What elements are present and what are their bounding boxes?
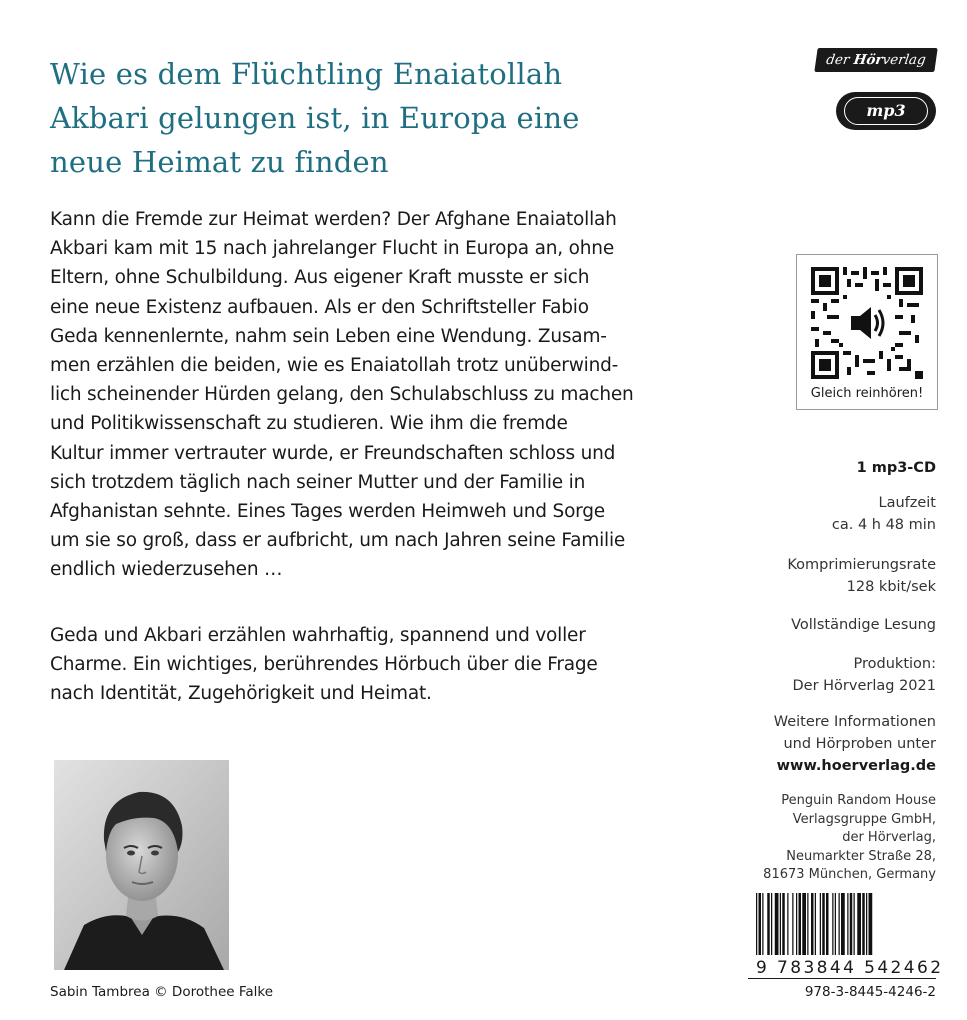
barcode-bar bbox=[782, 893, 785, 955]
address-line: Verlagsgruppe GmbH, bbox=[792, 811, 936, 827]
barcode-bar bbox=[775, 893, 779, 955]
text-line: nach Identität, Zugehörigkeit und Heimat. bbox=[50, 683, 432, 705]
barcode-bar bbox=[799, 893, 802, 955]
text-line: Geda kennenlernte, nahm sein Leben eine Wendung. Zusam- bbox=[50, 325, 607, 347]
barcode-bar bbox=[822, 893, 825, 955]
bitrate-value: 128 kbit/sek bbox=[846, 579, 936, 595]
qr-code[interactable] bbox=[811, 267, 923, 379]
runtime-info bbox=[832, 492, 936, 536]
headline-line: neue Heimat zu finden bbox=[50, 145, 389, 179]
mp3-logo-ring bbox=[844, 97, 928, 125]
barcode-bar bbox=[866, 893, 867, 955]
text-line: Kann die Fremde zur Heimat werden? Der Afghane Enaiatollah bbox=[50, 209, 617, 230]
barcode-bar bbox=[796, 893, 797, 955]
more-info-line: und Hörproben unter bbox=[783, 736, 936, 752]
edition-label: Vollständige Lesung bbox=[791, 617, 936, 633]
barcode-bar bbox=[811, 893, 814, 955]
barcode-bar bbox=[850, 893, 853, 955]
barcode-bar bbox=[869, 893, 873, 955]
barcode-bar bbox=[759, 893, 762, 955]
barcode-bar bbox=[767, 893, 770, 955]
text-line: Afghanistan sehnte. Eines Tages werden Heimweh und Sorge bbox=[50, 501, 605, 523]
publisher-logo bbox=[814, 48, 937, 72]
barcode-digits: 9 783844 542462 bbox=[756, 958, 944, 978]
barcode-bar bbox=[862, 893, 865, 955]
text-line: sich trotzdem täglich nach seiner Mutter und der Familie in bbox=[50, 471, 586, 493]
mp3-logo bbox=[836, 92, 936, 130]
isbn-number: 978-3-8445-4246-2 bbox=[804, 984, 936, 1000]
address-line: Penguin Random House bbox=[781, 793, 936, 808]
more-info-line: Weitere Informationen bbox=[773, 714, 936, 730]
description-paragraph bbox=[50, 205, 710, 585]
text-line: endlich wiederzusehen … bbox=[50, 559, 283, 581]
photo-caption: Sabin Tambrea © Dorothee Falke bbox=[50, 984, 274, 1000]
format-info bbox=[857, 457, 936, 479]
barcode-bar bbox=[841, 893, 845, 955]
bitrate-label: Komprimierungsrate bbox=[787, 557, 936, 573]
edition-info bbox=[791, 614, 936, 636]
bitrate-info bbox=[787, 554, 936, 598]
text-line: um sie so groß, dass er aufbricht, um nach Jahren seine Familie bbox=[50, 530, 626, 552]
runtime-value: ca. 4 h 48 min bbox=[831, 517, 936, 533]
barcode-bar bbox=[762, 893, 763, 955]
address-line: der Hörverlag, bbox=[842, 830, 936, 845]
production-value: Der Hörverlag 2021 bbox=[792, 678, 936, 694]
barcode-bar bbox=[826, 893, 829, 955]
portrait-illustration bbox=[54, 760, 229, 970]
narrator-photo bbox=[54, 760, 229, 970]
barcode-bar bbox=[820, 893, 821, 955]
text-line: Eltern, ohne Schulbildung. Aus eigener Kraft musste er sich bbox=[50, 267, 590, 289]
text-line: eine neue Existenz aufbauen. Als er den Schriftsteller Fabio bbox=[50, 296, 589, 318]
production-info bbox=[793, 653, 937, 697]
logo-bold: Hör bbox=[852, 52, 884, 68]
text-line: lich scheinender Hürden gelang, den Schulabschluss zu machen bbox=[50, 384, 634, 406]
website-link[interactable]: www.hoerverlag.de bbox=[776, 758, 936, 774]
text-line: Charme. Ein wichtiges, berührendes Hörbuch über die Frage bbox=[50, 654, 598, 676]
barcode-bar bbox=[787, 893, 788, 955]
headline-line: Wie es dem Flüchtling Enaiatollah bbox=[50, 57, 563, 91]
barcode-bar bbox=[771, 893, 772, 955]
barcode-bar bbox=[780, 893, 781, 955]
barcode-bar bbox=[756, 893, 757, 955]
text-line: Geda und Akbari erzählen wahrhaftig, spannend und voller bbox=[50, 625, 586, 646]
barcode-bar bbox=[807, 893, 808, 955]
publisher-address bbox=[763, 792, 936, 885]
logo-prefix: der bbox=[825, 52, 855, 68]
runtime-label: Laufzeit bbox=[878, 495, 936, 511]
text-line: und Politikwissenschaft zu studieren. Wie ihm die fremde bbox=[50, 413, 568, 435]
text-line: men erzählen die beiden, wie es Enaiatollah trotz unüberwind- bbox=[50, 355, 619, 377]
format-label: 1 mp3-CD bbox=[856, 460, 936, 476]
production-label: Produktion: bbox=[853, 656, 936, 672]
address-line: 81673 München, Germany bbox=[763, 867, 936, 882]
text-line: Akbari kam mit 15 nach jahrelanger Flucht in Europa an, ohne bbox=[50, 238, 615, 260]
more-info bbox=[774, 711, 936, 777]
barcode-bar bbox=[839, 893, 840, 955]
barcode-bar bbox=[815, 893, 816, 955]
barcode-bar bbox=[792, 893, 793, 955]
qr-label: Gleich reinhören! bbox=[810, 386, 924, 401]
summary-paragraph bbox=[50, 621, 710, 709]
barcode-bar bbox=[847, 893, 848, 955]
mp3-logo-text: mp3 bbox=[866, 101, 906, 120]
barcode-bar bbox=[832, 893, 833, 955]
divider bbox=[748, 978, 936, 979]
qr-code-box[interactable] bbox=[796, 254, 938, 410]
address-line: Neumarkter Straße 28, bbox=[786, 848, 936, 864]
text-line: Kultur immer vertrauter wurde, er Freundschaften schloss und bbox=[50, 442, 616, 464]
barcode-bar bbox=[854, 893, 855, 955]
barcode-bar bbox=[835, 893, 836, 955]
headline-line: Akbari gelungen ist, in Europa eine bbox=[50, 101, 580, 135]
logo-suffix: verlag bbox=[881, 52, 927, 68]
barcode-bars bbox=[752, 893, 936, 959]
barcode-bar bbox=[802, 893, 806, 955]
barcode-bar bbox=[857, 893, 861, 955]
headline bbox=[50, 52, 710, 184]
